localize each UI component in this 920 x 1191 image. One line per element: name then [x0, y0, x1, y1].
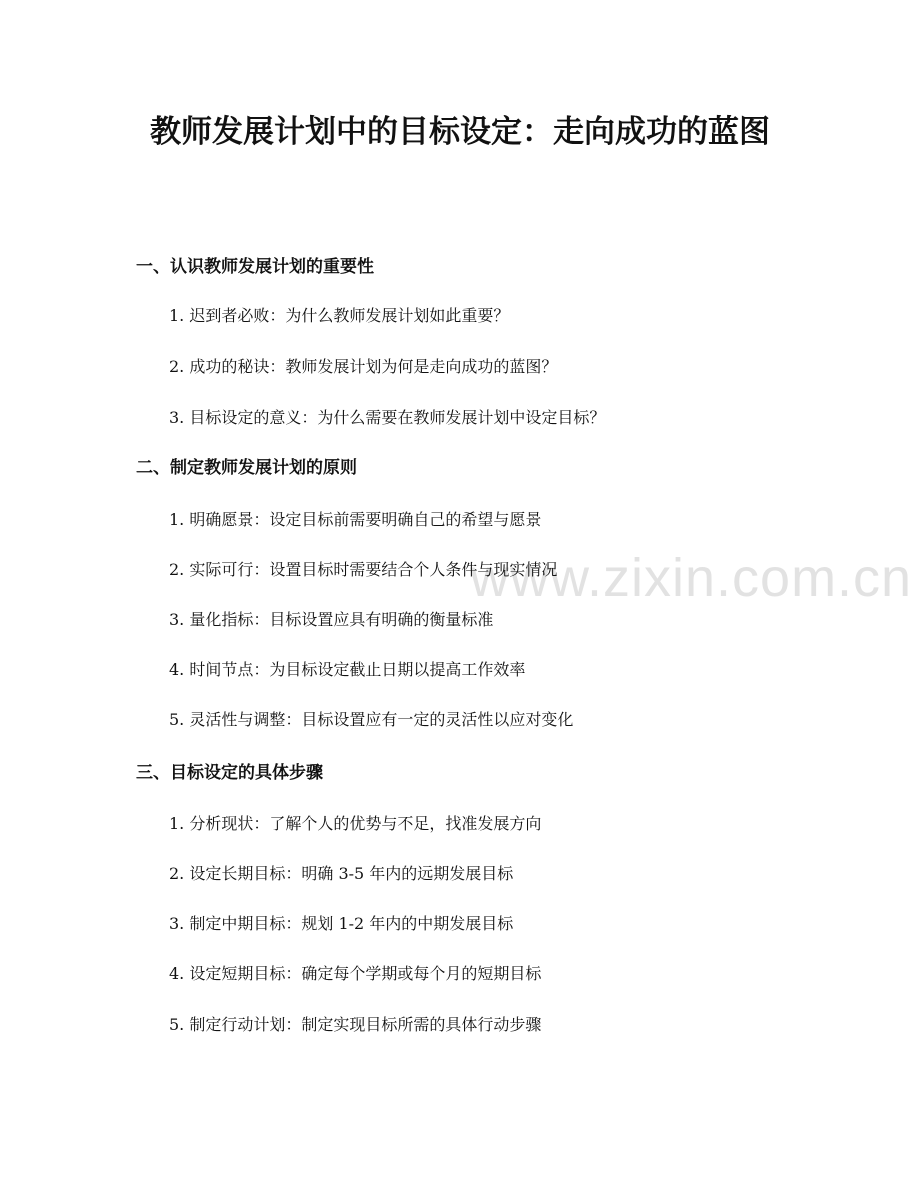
list-item: 3. 制定中期目标：规划 1-2 年内的中期发展目标	[169, 914, 514, 933]
section-heading-1: 一、认识教师发展计划的重要性	[136, 257, 374, 277]
list-item: 1. 明确愿景：设定目标前需要明确自己的希望与愿景	[169, 510, 542, 529]
watermark: www.zixin.com.cn	[470, 548, 913, 608]
list-item: 4. 时间节点：为目标设定截止日期以提高工作效率	[169, 660, 526, 679]
list-item: 5. 灵活性与调整：目标设置应有一定的灵活性以应对变化	[169, 710, 574, 729]
list-item: 2. 设定长期目标：明确 3-5 年内的远期发展目标	[169, 864, 514, 883]
list-item: 2. 成功的秘诀：教师发展计划为何是走向成功的蓝图？	[169, 357, 558, 376]
list-item: 3. 目标设定的意义：为什么需要在教师发展计划中设定目标？	[169, 408, 606, 427]
list-item: 1. 分析现状：了解个人的优势与不足，找准发展方向	[169, 814, 542, 833]
list-item: 5. 制定行动计划：制定实现目标所需的具体行动步骤	[169, 1015, 542, 1034]
section-heading-2: 二、制定教师发展计划的原则	[136, 458, 357, 478]
list-item: 4. 设定短期目标：确定每个学期或每个月的短期目标	[169, 964, 542, 983]
list-item: 1. 迟到者必败：为什么教师发展计划如此重要？	[169, 306, 510, 325]
list-item: 3. 量化指标：目标设置应具有明确的衡量标准	[169, 610, 494, 629]
list-item: 2. 实际可行：设置目标时需要结合个人条件与现实情况	[169, 560, 558, 579]
section-heading-3: 三、目标设定的具体步骤	[136, 763, 323, 783]
document-title: 教师发展计划中的目标设定：走向成功的蓝图	[150, 114, 770, 150]
